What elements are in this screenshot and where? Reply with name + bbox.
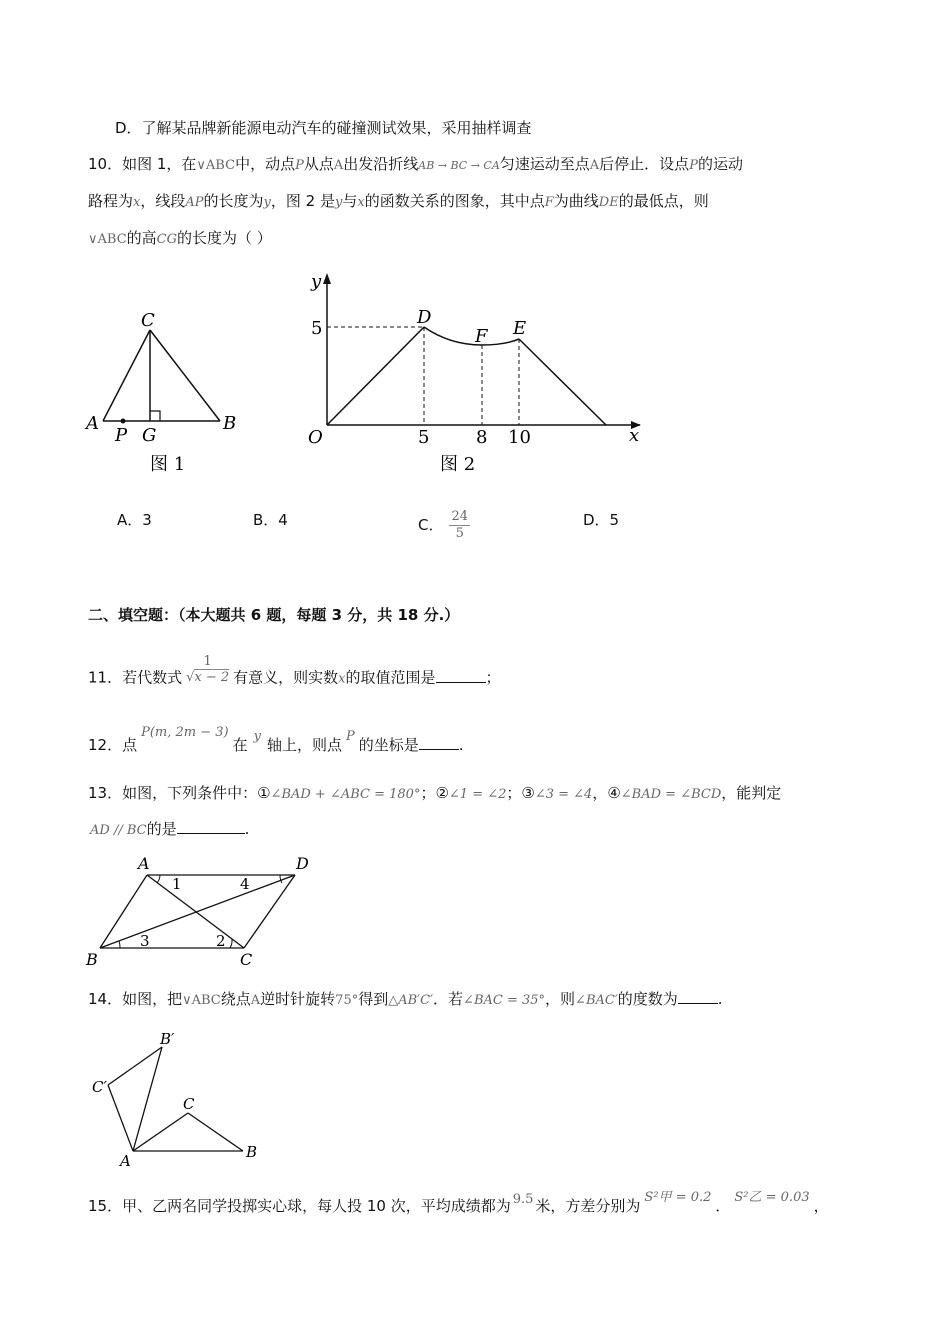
fig2-tick-y: 5 xyxy=(311,318,323,339)
fig2-tick-x-5: 5 xyxy=(418,427,430,448)
q14: 14．如图，把∨ABC绕点A逆时针旋转75°得到△AB′C′．若∠BAC = 35°，则∠BAC′的度数为 . xyxy=(88,990,723,1008)
q14-label-c: C xyxy=(183,1095,195,1113)
figure-2-graph xyxy=(300,265,650,480)
fig1-caption: 图 1 xyxy=(150,454,186,475)
fig2-point-f: F xyxy=(475,326,488,347)
fig1-label-g: G xyxy=(142,425,157,446)
fig2-origin: O xyxy=(308,427,323,448)
fig1-label-a: A xyxy=(86,413,99,434)
q13-label-b: B xyxy=(86,950,98,969)
q13-angle-3: 3 xyxy=(140,932,150,950)
q13-line2: AD // BC的是 . xyxy=(90,820,250,838)
q13-angle-2: 2 xyxy=(216,932,226,950)
section-2-title: 二、填空题：（本大题共 6 题，每题 3 分，共 18 分.） xyxy=(88,606,460,624)
q14-label-b: B xyxy=(246,1143,258,1161)
point-p-dot xyxy=(121,419,126,424)
fig2-tick-x-8: 8 xyxy=(476,427,488,448)
q10-option-c: C． $\frac{24}{5}$ xyxy=(418,509,469,541)
q10-option-d: D．5 xyxy=(583,511,620,529)
q13-label-d: D xyxy=(296,854,309,873)
fig2-axis-y: y xyxy=(311,271,322,292)
q14-label-b-prime: B′ xyxy=(160,1030,175,1048)
q13-angle-1: 1 xyxy=(172,875,182,893)
q10-line3: ∨ABC的高CG的长度为（ ） xyxy=(88,229,272,247)
fig1-label-p: P xyxy=(115,425,128,446)
q9-option-d: D．了解某品牌新能源电动汽车的碰撞测试效果，采用抽样调查 xyxy=(115,119,532,137)
q13-figure-parallelogram xyxy=(80,848,330,973)
q13-angle-4: 4 xyxy=(240,875,250,893)
q10-option-b: B．4 xyxy=(253,511,288,529)
fig2-point-e: E xyxy=(513,318,527,339)
q14-label-c-prime: C′ xyxy=(92,1078,107,1096)
fig1-label-c: C xyxy=(141,310,155,331)
q10-line1: 10．如图 1，在∨ABC中，动点P从点A出发沿折线AB → BC → CA匀速运动至点A后停止．设点P的运动 xyxy=(88,155,743,173)
q10-option-a: A．3 xyxy=(117,511,152,529)
q12: 12．点P(m, 2m − 3)在 y 轴上，则点 P 的坐标是 . xyxy=(88,725,464,754)
q14-figure-rotation xyxy=(80,1025,280,1175)
fig2-tick-x-10: 10 xyxy=(508,427,531,448)
q13-label-c: C xyxy=(240,950,253,969)
q14-label-a: A xyxy=(120,1152,131,1170)
fig2-point-d: D xyxy=(417,307,432,328)
fig1-label-b: B xyxy=(223,413,237,434)
fig2-axis-x: x xyxy=(629,425,640,446)
q15: 15．甲、乙两名同学投掷实心球，每人投 10 次，平均成绩都为 9.5 米，方差分别为 S²甲 = 0.2 ． S²乙 = 0.03 ， xyxy=(88,1190,829,1215)
q13-line1: 13．如图，下列条件中：①∠BAD + ∠ABC = 180°；②∠1 = ∠2；③∠3 = ∠4，④∠BAD = ∠BCD，能判定 xyxy=(88,784,782,802)
q10-line2: 路程为x，线段AP的长度为y，图 2 是y与x的函数关系的图象，其中点F为曲线DE的最低点，则 xyxy=(88,192,709,210)
q11: 11．若代数式 1 √x − 2 有意义，则实数x的取值范围是 ； xyxy=(88,654,501,687)
q13-label-a: A xyxy=(138,854,150,873)
figure-1-triangle xyxy=(80,300,250,480)
fig2-caption: 图 2 xyxy=(440,454,476,475)
